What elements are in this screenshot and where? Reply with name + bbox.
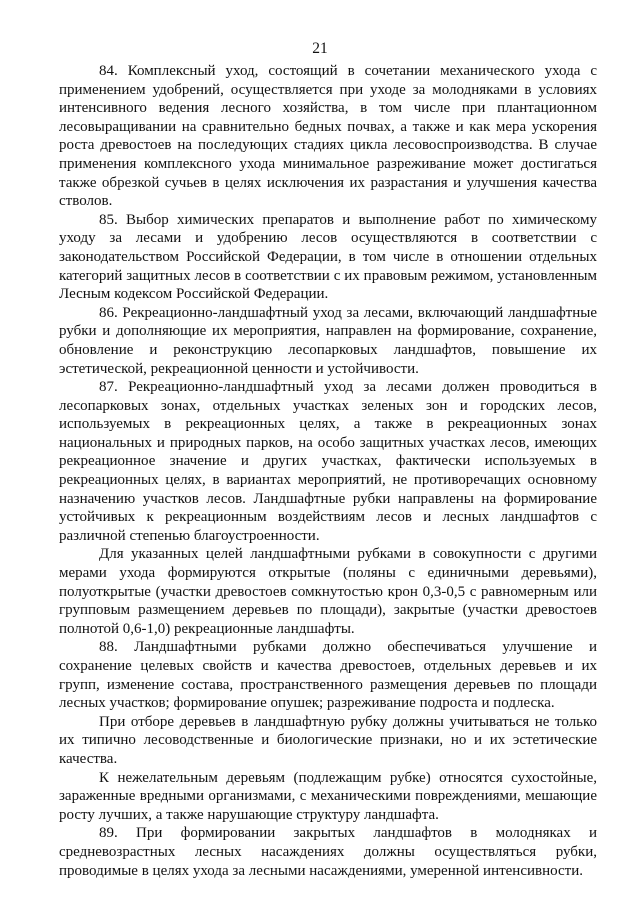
paragraph-86: 86. Рекреационно-ландшафтный уход за лесами, включающий ландшафтные рубки и дополняющие их мероприятия, направлен на формирование, сохранение, обновление и реконструкцию лесопарковых ландшафтов, повышение их эстетической, рекреационной ценности и устойчивости. (59, 304, 597, 377)
paragraph-88: 88. Ландшафтными рубками должно обеспечиваться улучшение и сохранение целевых свойств и качества древостоев, отдельных деревьев и их групп, изменение состава, пространственного размещения деревьев по площади лесных участков; формирование опушек; разреживание подроста и подлеска. (59, 639, 597, 712)
document-body (59, 62, 597, 880)
page-number: 21 (312, 40, 328, 57)
paragraph-89: 89. При формировании закрытых ландшафтов в молодняках и средневозрастных лесных насаждениях должны осуществляться рубки, проводимые в целях ухода за лесными насаждениями, умеренной интенсивности. (59, 825, 597, 879)
paragraph-87: 87. Рекреационно-ландшафтный уход за лесами должен проводиться в лесопарковых зонах, отдельных участках зеленых зон и городских лесов, используемых в рекреационных целях, а также в рекреационных зонах национальных и природных парков, на особо защитных участках лесов, имеющих рекреационное значение и других участках, фактически используемых в рекреационных целях, в вариантах мероприятий, не противоречащих основному назначению участков лесов. Ландшафтные рубки направлены на формирование устойчивых к рекреационным воздействиям лесов и лесных ландшафтов с различной степенью благоустроенности. (59, 379, 597, 544)
paragraph-85: 85. Выбор химических препаратов и выполнение работ по химическому уходу за лесами и удобрению лесов осуществляются в соответствии с законодательством Российской Федерации, в том числе в отношении отдельных категорий защитных лесов в соответствии с их правовым режимом, установленным Лесным кодексом Российской Федерации. (59, 211, 597, 303)
paragraph-88-tree-selection: При отборе деревьев в ландшафтную рубку должны учитываться не только их типично лесоводственные и биологические признаки, но и их эстетические качества. (59, 713, 597, 767)
paragraph-84: 84. Комплексный уход, состоящий в сочетании механического ухода с применением удобрений, осуществляется при уходе за молодняками в условиях интенсивного ведения лесного хозяйства, в том числе при плантационном лесовыращивании на сравнительно бедных почвах, а также и как мера ускорения роста древостоев на последующих стадиях цикла лесовоспроизводства. В случае применения комплексного ухода минимальное разреживание может достигаться также обрезкой сучьев в целях исключения их разрастания и улучшения качества стволов. (59, 63, 597, 210)
paragraph-88-undesirable-trees: К нежелательным деревьям (подлежащим рубке) относятся сухостойные, зараженные вредными организмами, с механическими повреждениями, мешающие росту лучших, а также нарушающие структуру ландшафта. (59, 769, 597, 823)
paragraph-87-landscape-types: Для указанных целей ландшафтными рубками в совокупности с другими мерами ухода формируются открытые (поляны с единичными деревьями), полуоткрытые (участки древостоев сомкнутостью крон 0,3-0,5 с равномерным или групповым размещением деревьев по площади), закрытые (участки древостоев полнотой 0,6-1,0) рекреационные ландшафты. (59, 546, 597, 637)
